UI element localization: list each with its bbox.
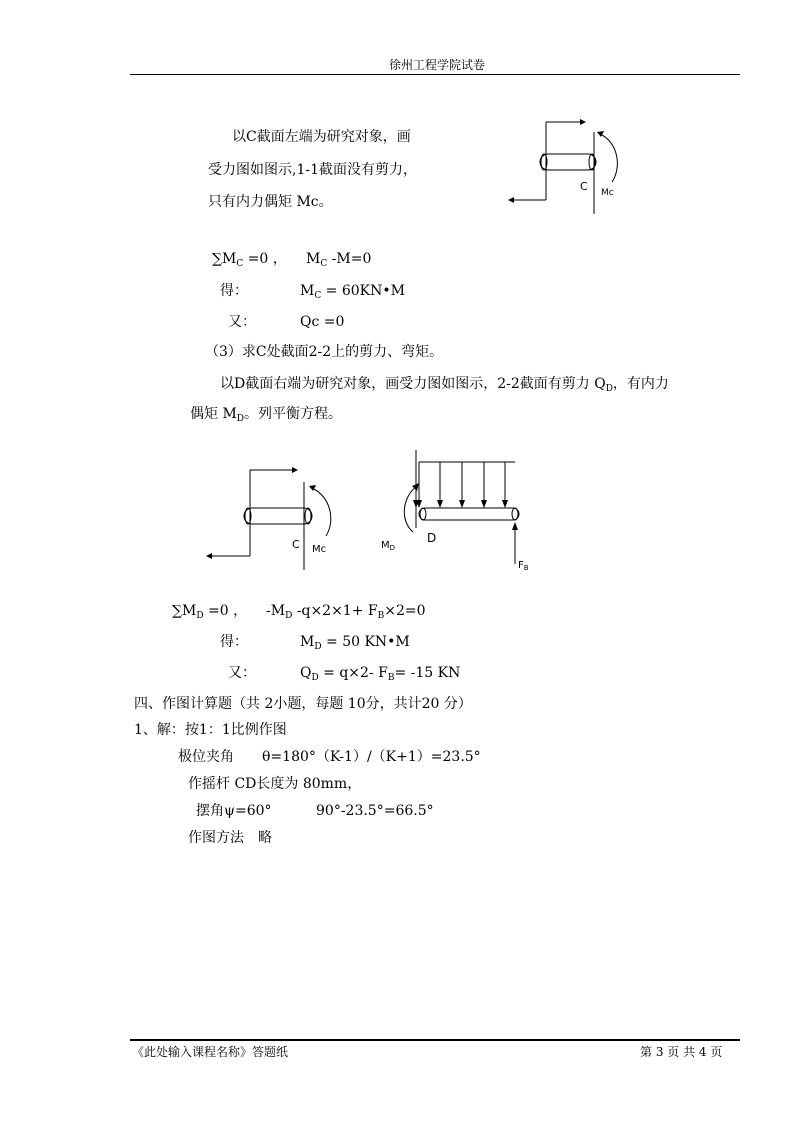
figure-2-mc-label: Mc	[312, 544, 327, 555]
figure-c-freebody	[500, 112, 630, 222]
de-label-1: 得：	[220, 283, 248, 299]
section-c-line3: 只有内力偶矩 Mc。	[208, 194, 333, 210]
footer-rule	[130, 1039, 740, 1041]
section-c-line1: 以C截面左端为研究对象，画	[232, 129, 411, 145]
section-4-question-1: 1、解：按1：1比例作图	[134, 722, 287, 738]
footer-page-number: 第 3 页 共 4 页	[640, 1045, 723, 1059]
section-3-para-line1: 以D截面右端为研究对象，画受力图如图示，2-2截面有剪力 $Q_D$，有内力	[220, 376, 669, 394]
section-3-para-line2: 偶矩 $M_D$。列平衡方程。	[190, 406, 343, 424]
equation-sum-mc: $\sum M_C =0$ ，	[212, 251, 287, 269]
result-qc: Qc =0	[300, 314, 345, 330]
section-4-angle: 极位夹角 θ=180°（K-1）/（K+1）=23.5°	[178, 749, 481, 765]
equation-mc-minus-m: $M_C$ -M=0	[306, 251, 372, 269]
section-4-title: 四、作图计算题（共 2小题，每题 10分，共计20 分）	[134, 696, 472, 712]
footer-course-name: 《此处输入课程名称》答题纸	[132, 1045, 289, 1059]
figure-c-left-freebody	[200, 460, 350, 580]
header-rule	[130, 74, 740, 75]
result-md: $M_D = 50$ KN•M	[300, 634, 410, 652]
section-c-line2: 受力图如图示,1-1截面没有剪力，	[208, 162, 417, 178]
figure-2-c-label: C	[292, 538, 300, 551]
section-3-title: （3）求C处截面2-2上的剪力、弯矩。	[205, 344, 444, 360]
you-label-1: 又：	[228, 314, 256, 330]
you-label-2: 又：	[228, 665, 256, 681]
result-mc: $M_C$ = 60KN•M	[300, 283, 405, 301]
figure-d-d-label: D	[427, 531, 437, 545]
figure-c-c-label: C	[580, 180, 588, 193]
figure-c-mc-label: Mc	[601, 188, 614, 198]
figure-d-freebody	[375, 448, 545, 578]
figure-d-fb-label: $F_B$	[518, 560, 529, 572]
section-4-rocker: 作摇杆 CD长度为 80mm，	[188, 776, 362, 792]
page-header-title: 徐州工程学院试卷	[388, 58, 485, 72]
section-4-method: 作图方法 略	[188, 830, 272, 846]
result-qd: $Q_D = q\times 2-$ $F_B= -15$ KN	[300, 665, 461, 683]
de-label-2: 得：	[220, 634, 248, 650]
equation-md-balance: $-M_D$ $-q\times 2\times 1+ F_B\times 2=0$	[266, 603, 426, 621]
figure-d-md-label: $M_D$	[381, 540, 396, 552]
section-4-swing-angle: 摆角ψ=60°	[196, 803, 272, 819]
section-4-swing-result: 90°-23.5°=66.5°	[316, 803, 434, 819]
equation-sum-md: $\sum M_D =0$ ，	[172, 603, 248, 621]
